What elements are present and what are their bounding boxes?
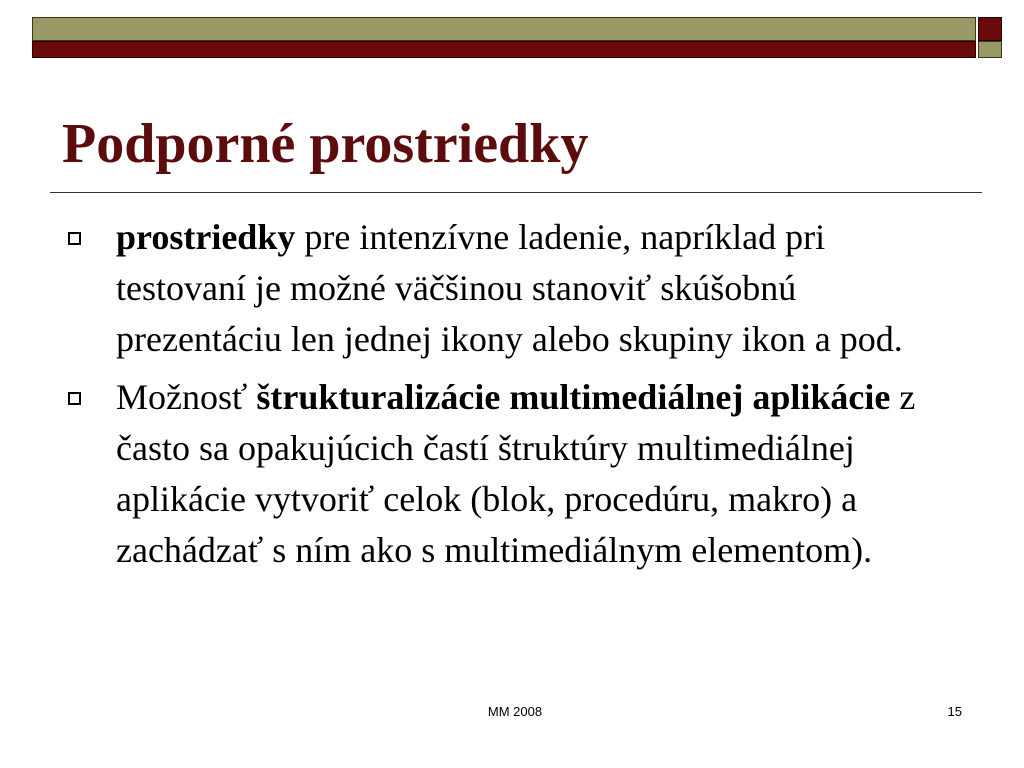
bullet-text-2 [116,377,915,570]
header-bar-olive [32,17,976,41]
bullet-list [64,212,964,583]
slide-number: 15 [947,704,962,719]
square-bullet-icon [68,232,81,245]
bullet-1-rest: pre intenzívne ladenie, napríklad pri testovaní je možné väčšinou stanoviť skúšobnú prezentáciu len jednej ikony alebo skupiny ikon a pod. [116,217,903,359]
footer-label: MM 2008 [487,704,543,719]
header-bar-maroon [32,41,976,58]
title-divider [50,192,982,193]
bullet-1-bold: prostriedky [116,217,296,257]
header-square-maroon [978,17,1002,41]
square-bullet-icon [68,392,81,405]
bullet-2-intro: Možnosť [116,377,257,417]
bullet-item-1 [64,212,964,365]
bullet-2-bold: štrukturalizácie multimediálnej aplikácie [256,377,891,417]
bullet-2-rest: z často sa opakujúcich častí štruktúry multimediálnej aplikácie vytvoriť celok (blok, procedúru, makro) a zachádzať s ním ako s multimediálnym elementom). [116,377,916,570]
bullet-text-1 [116,217,903,359]
bullet-item-2 [64,372,964,576]
header-square-olive [978,41,1002,58]
slide-title: Podporné prostriedky [62,113,589,175]
